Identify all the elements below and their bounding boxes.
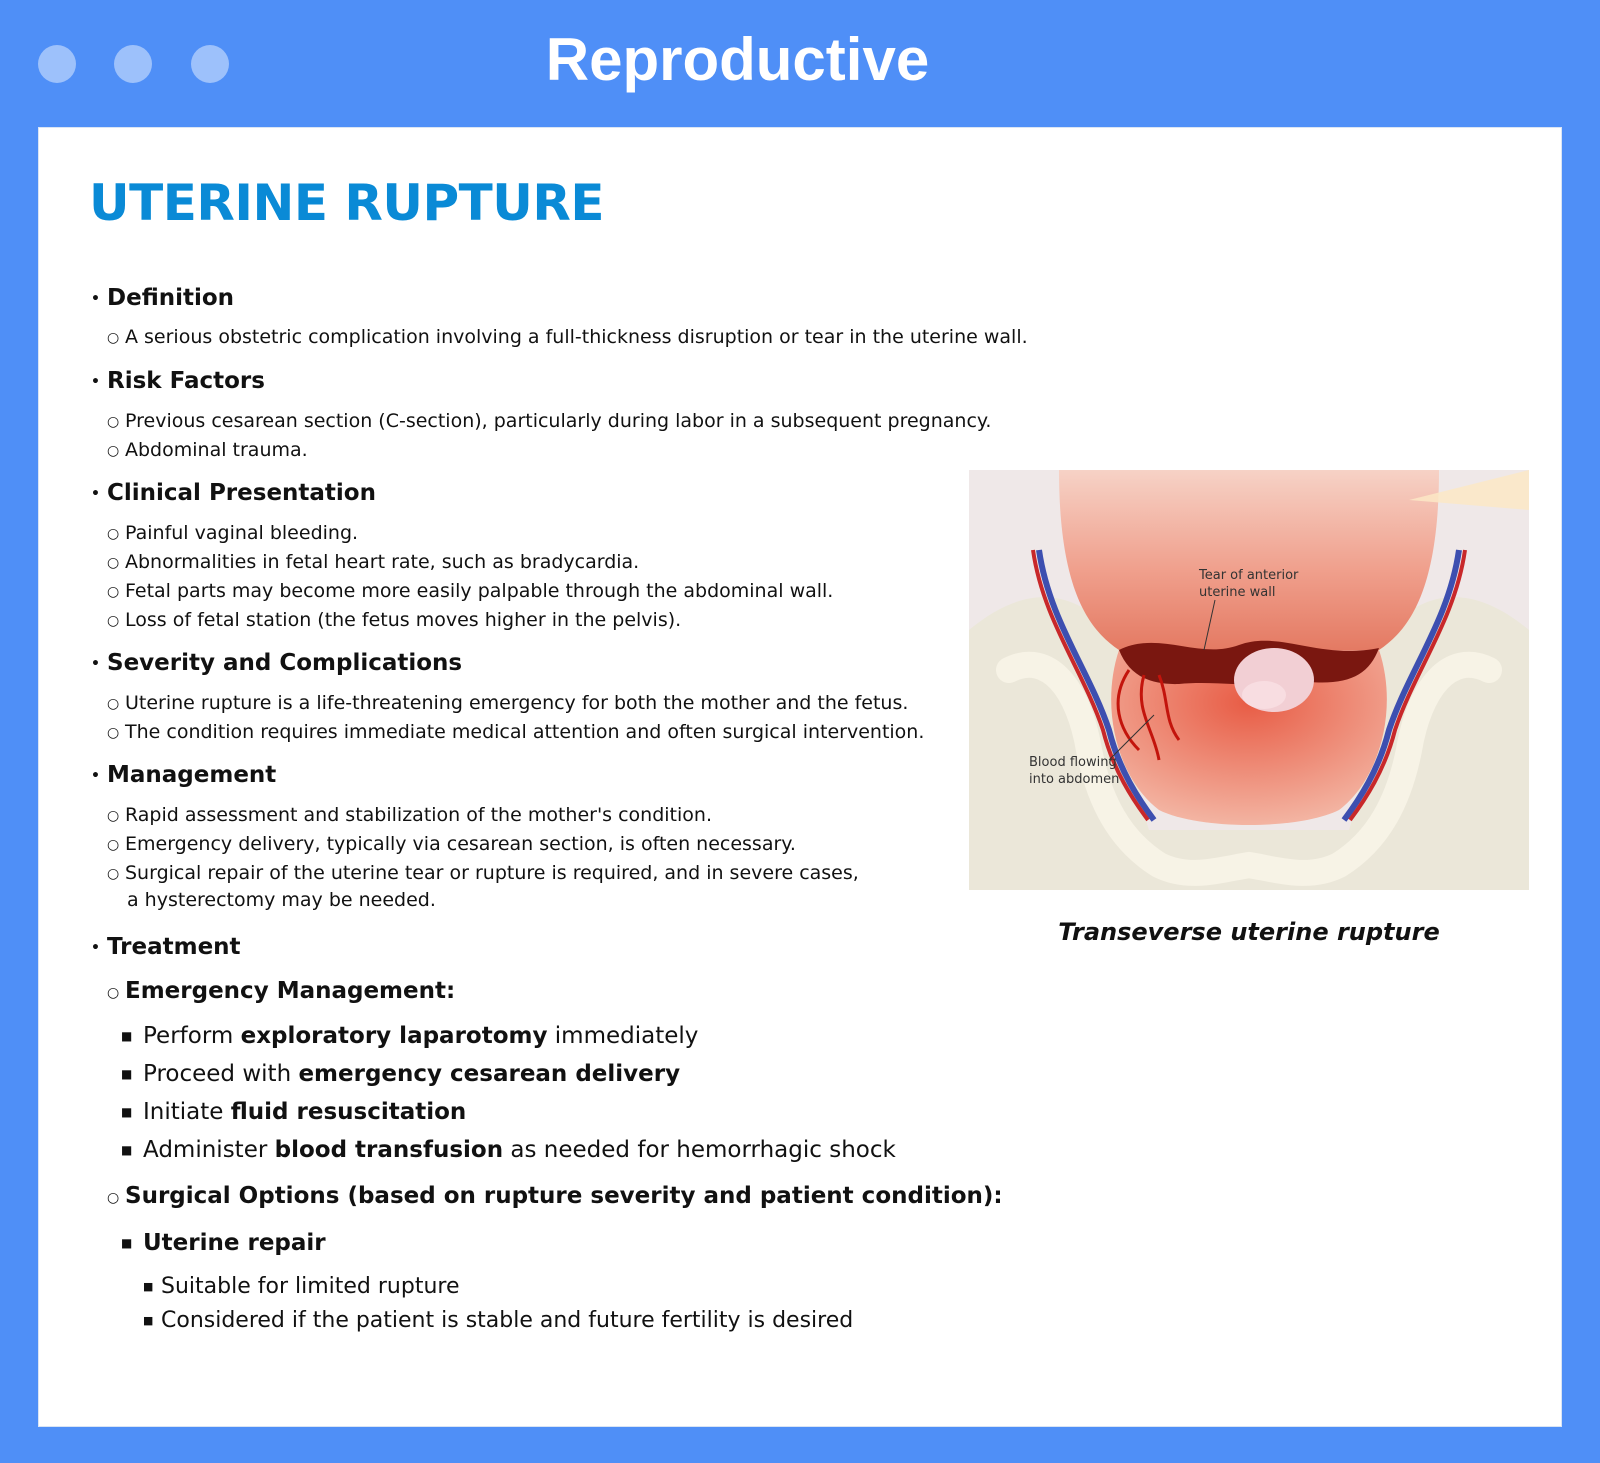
label-tear-line-1: Tear of anterior <box>1199 568 1299 583</box>
list-item: ○ Abnormalities in fetal heart rate, such as bradycardia. <box>107 551 640 573</box>
subheading-text: Surgical Options (based on rupture severity and patient condition): <box>125 1183 1003 1209</box>
item-emphasis: exploratory laparotomy <box>240 1023 548 1049</box>
list-item: ○ Abdominal trauma. <box>107 439 308 461</box>
list-item: ○ Surgical repair of the uterine tear or rupture is required, and in severe cases, <box>107 862 859 884</box>
label-blood-line-2: into abdomen <box>1029 772 1120 787</box>
list-item: ○ A serious obstetric complication involving a full-thickness disruption or tear in the uterine wall. <box>107 326 1028 348</box>
section-heading-definition: • Definition <box>91 285 235 311</box>
list-item: ■ Suitable for limited rupture <box>143 1274 460 1299</box>
section-heading-text: Risk Factors <box>107 368 265 394</box>
list-item-text: Emergency delivery, typically via cesarean section, is often necessary. <box>125 833 796 855</box>
section-heading-management: • Management <box>91 762 277 788</box>
item-text: as needed for hemorrhagic shock <box>503 1137 896 1163</box>
app-title: Reproductive <box>545 26 930 93</box>
item-text: Administer <box>143 1137 275 1163</box>
item-text: Initiate <box>143 1099 231 1125</box>
subheading-emergency-management: ○ Emergency Management: <box>107 978 456 1004</box>
treatment-item: ■ Initiate fluid resuscitation <box>121 1099 467 1125</box>
list-item-text: The condition requires immediate medical attention and often surgical intervention. <box>125 721 925 743</box>
list-item: ○ Loss of fetal station (the fetus moves higher in the pelvis). <box>107 609 682 631</box>
list-item-text: Considered if the patient is stable and future fertility is desired <box>161 1308 854 1333</box>
treatment-item: ■ Proceed with emergency cesarean delivery <box>121 1061 681 1087</box>
section-heading-treatment: • Treatment <box>91 934 241 960</box>
treatment-item: ■ Administer blood transfusion as needed for hemorrhagic shock <box>121 1137 896 1163</box>
list-item: ○ Uterine rupture is a life-threatening emergency for both the mother and the fetus. <box>107 692 909 714</box>
list-item: ○ Previous cesarean section (C-section), particularly during labor in a subsequent pregnancy. <box>107 410 992 432</box>
list-item-text: Painful vaginal bleeding. <box>125 522 359 544</box>
list-item-text: Fetal parts may become more easily palpable through the abdominal wall. <box>125 580 834 602</box>
list-item: ○ Painful vaginal bleeding. <box>107 522 359 544</box>
page-title: UTERINE RUPTURE <box>89 174 604 232</box>
section-heading-text: Clinical Presentation <box>107 480 376 506</box>
section-heading-text: Treatment <box>107 934 241 960</box>
item-emphasis: emergency cesarean delivery <box>298 1061 681 1087</box>
list-item: ○ The condition requires immediate medical attention and often surgical intervention. <box>107 721 925 743</box>
label-blood-line-1: Blood flowing <box>1029 755 1117 770</box>
section-heading-text: Definition <box>107 285 235 311</box>
list-item-text: Abnormalities in fetal heart rate, such as bradycardia. <box>125 551 640 573</box>
item-emphasis: fluid resuscitation <box>230 1099 467 1125</box>
list-item-text: Suitable for limited rupture <box>161 1274 460 1299</box>
list-item: ○ Fetal parts may become more easily palpable through the abdominal wall. <box>107 580 834 602</box>
section-heading-text: Management <box>107 762 277 788</box>
label-tear-line-2: uterine wall <box>1199 585 1276 600</box>
subheading-surgical-options: ○ Surgical Options (based on rupture severity and patient condition): <box>107 1183 1003 1209</box>
list-item-text: Abdominal trauma. <box>125 439 308 461</box>
uterine-rupture-illustration <box>969 470 1529 890</box>
list-item-text: Uterine rupture is a life-threatening emergency for both the mother and the fetus. <box>125 692 909 714</box>
treatment-item: ■ Perform exploratory laparotomy immediately <box>121 1023 699 1049</box>
list-item: ○ Emergency delivery, typically via cesarean section, is often necessary. <box>107 833 796 855</box>
figure-caption: Transeverse uterine rupture <box>1058 918 1440 946</box>
window-titlebar <box>0 0 1600 126</box>
list-item: ○ Rapid assessment and stabilization of the mother's condition. <box>107 804 712 826</box>
item-emphasis: blood transfusion <box>274 1137 504 1163</box>
list-item-text: Previous cesarean section (C-section), particularly during labor in a subsequent pregnancy. <box>125 410 992 432</box>
list-item-text: A serious obstetric complication involving a full-thickness disruption or tear in the uterine wall. <box>125 326 1028 348</box>
list-item: ■ Considered if the patient is stable and future fertility is desired <box>143 1308 854 1333</box>
section-heading-severity: • Severity and Complications <box>91 650 463 676</box>
subheading-text: Emergency Management: <box>125 978 456 1004</box>
treatment-item-uterine-repair: ■ Uterine repair <box>121 1230 326 1256</box>
section-heading-text: Severity and Complications <box>107 650 463 676</box>
list-item-text: Surgical repair of the uterine tear or rupture is required, and in severe cases, <box>125 862 859 884</box>
item-text: Perform <box>143 1023 241 1049</box>
item-text: Uterine repair <box>143 1230 326 1256</box>
list-item-text: Rapid assessment and stabilization of the mother's condition. <box>125 804 712 826</box>
section-heading-risk-factors: • Risk Factors <box>91 368 265 394</box>
content-panel <box>38 127 1562 1427</box>
list-item-text: Loss of fetal station (the fetus moves higher in the pelvis). <box>125 609 682 631</box>
item-text: Proceed with <box>143 1061 299 1087</box>
section-heading-clinical-presentation: • Clinical Presentation <box>91 480 376 506</box>
list-item-continuation: a hysterectomy may be needed. <box>127 889 436 911</box>
item-text: immediately <box>547 1023 699 1049</box>
